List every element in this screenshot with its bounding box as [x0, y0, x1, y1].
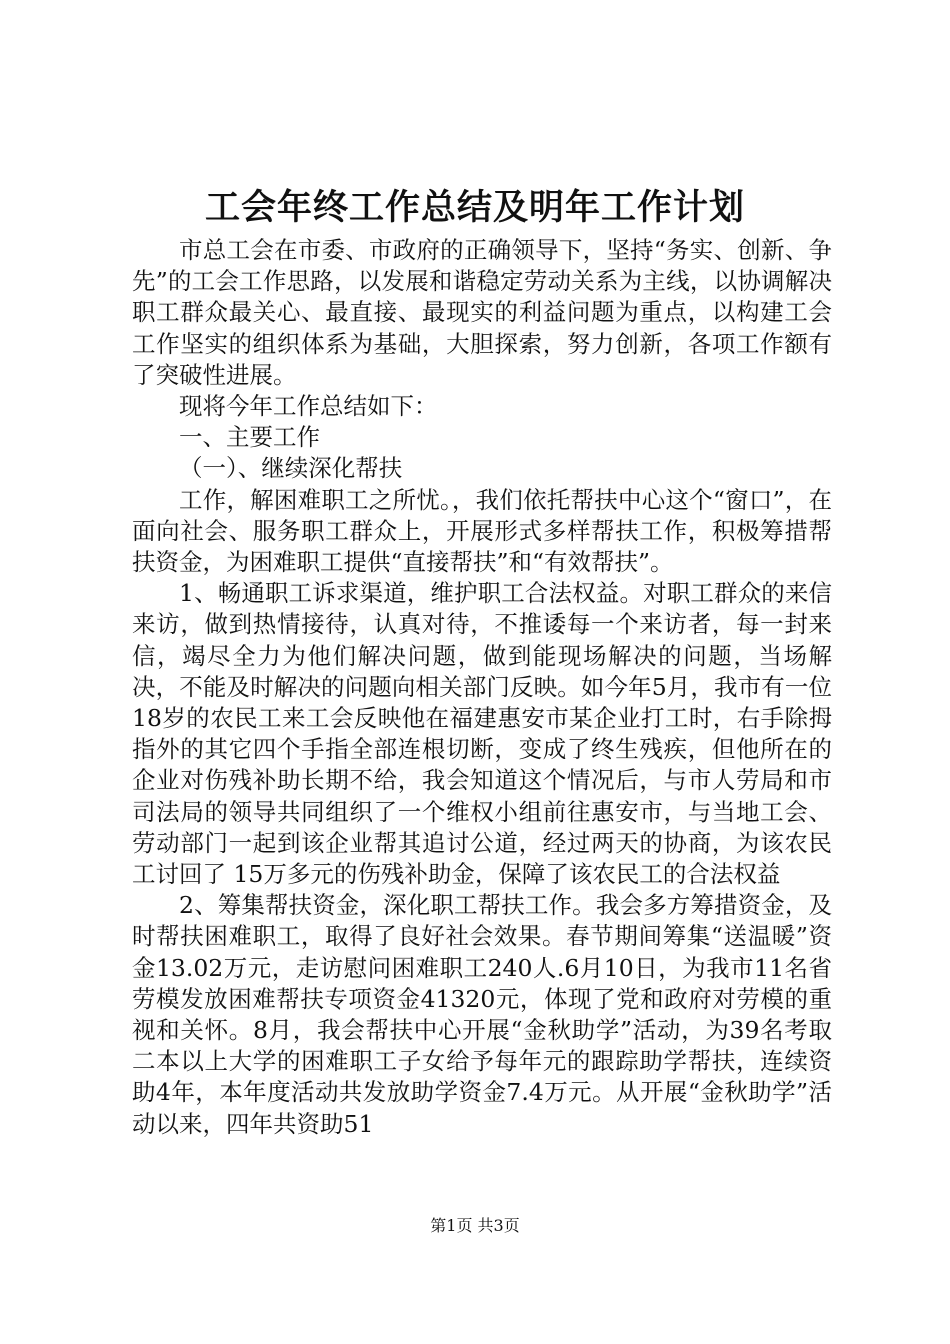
paragraph-item-1: 1、畅通职工诉求渠道，维护职工合法权益。对职工群众的来信来访，做到热情接待，认真对待，不推诿每一个来访者，每一封来信，竭尽全力为他们解决问题，做到能现场解决的问题，当场解决，不能及时解决的问题向相关部门反映。如今年5月，我市有一位18岁的农民工来工会反映他在福建惠安市某企业打工时，右手除拇指外的其它四个手指全部连根切断，变成了终生残疾，但他所在的企业对伤残补助长期不给，我会知道这个情况后，与市人劳局和市司法局的领导共同组织了一个维权小组前往惠安市，与当地工会、劳动部门一起到该企业帮其追讨公道，经过两天的协商，为该农民工讨回了 15万多元的伤残补助金，保障了该农民工的合法权益 — [132, 579, 832, 889]
paragraph-summary-lead: 现将今年工作总结如下： — [179, 392, 438, 421]
section-heading-main-work: 一、主要工作 — [179, 423, 320, 452]
page-footer: 第1页 共3页 — [430, 1216, 520, 1235]
document-body — [132, 235, 832, 1140]
document-title: 工会年终工作总结及明年工作计划 — [204, 187, 745, 228]
paragraph-intro: 市总工会在市委、市政府的正确领导下，坚持“务实、创新、争先”的工会工作思路，以发展和谐稳定劳动关系为主线，以协调解决职工群众最关心、最直接、最现实的利益问题为重点，以构建工会工作坚实的组织体系为基础，大胆探索，努力创新，各项工作额有了突破性进展。 — [132, 236, 832, 389]
subsection-heading-assistance: （一）、继续深化帮扶 — [179, 454, 403, 483]
paragraph-item-2: 2、筹集帮扶资金，深化职工帮扶工作。我会多方筹措资金，及时帮扶困难职工，取得了良好社会效果。春节期间筹集“送温暖”资金13.02万元，走访慰问困难职工240人.6月10日，为我市11名省劳模发放困难帮扶专项资金41320元，体现了党和政府对劳模的重视和关怀。8月，我会帮扶中心开展“金秋助学”活动，为39名考取二本以上大学的困难职工子女给予每年元的跟踪助学帮扶，连续资助4年，本年度活动共发放助学资金7.4万元。从开展“金秋助学”活动以来，四年共资助51 — [132, 891, 832, 1138]
paragraph-assistance-center: 工作，解困难职工之所忧。，我们依托帮扶中心这个“窗口”，在面向社会、服务职工群众上，开展形式多样帮扶工作，积极筹措帮扶资金，为困难职工提供“直接帮扶”和“有效帮扶”。 — [132, 485, 832, 577]
